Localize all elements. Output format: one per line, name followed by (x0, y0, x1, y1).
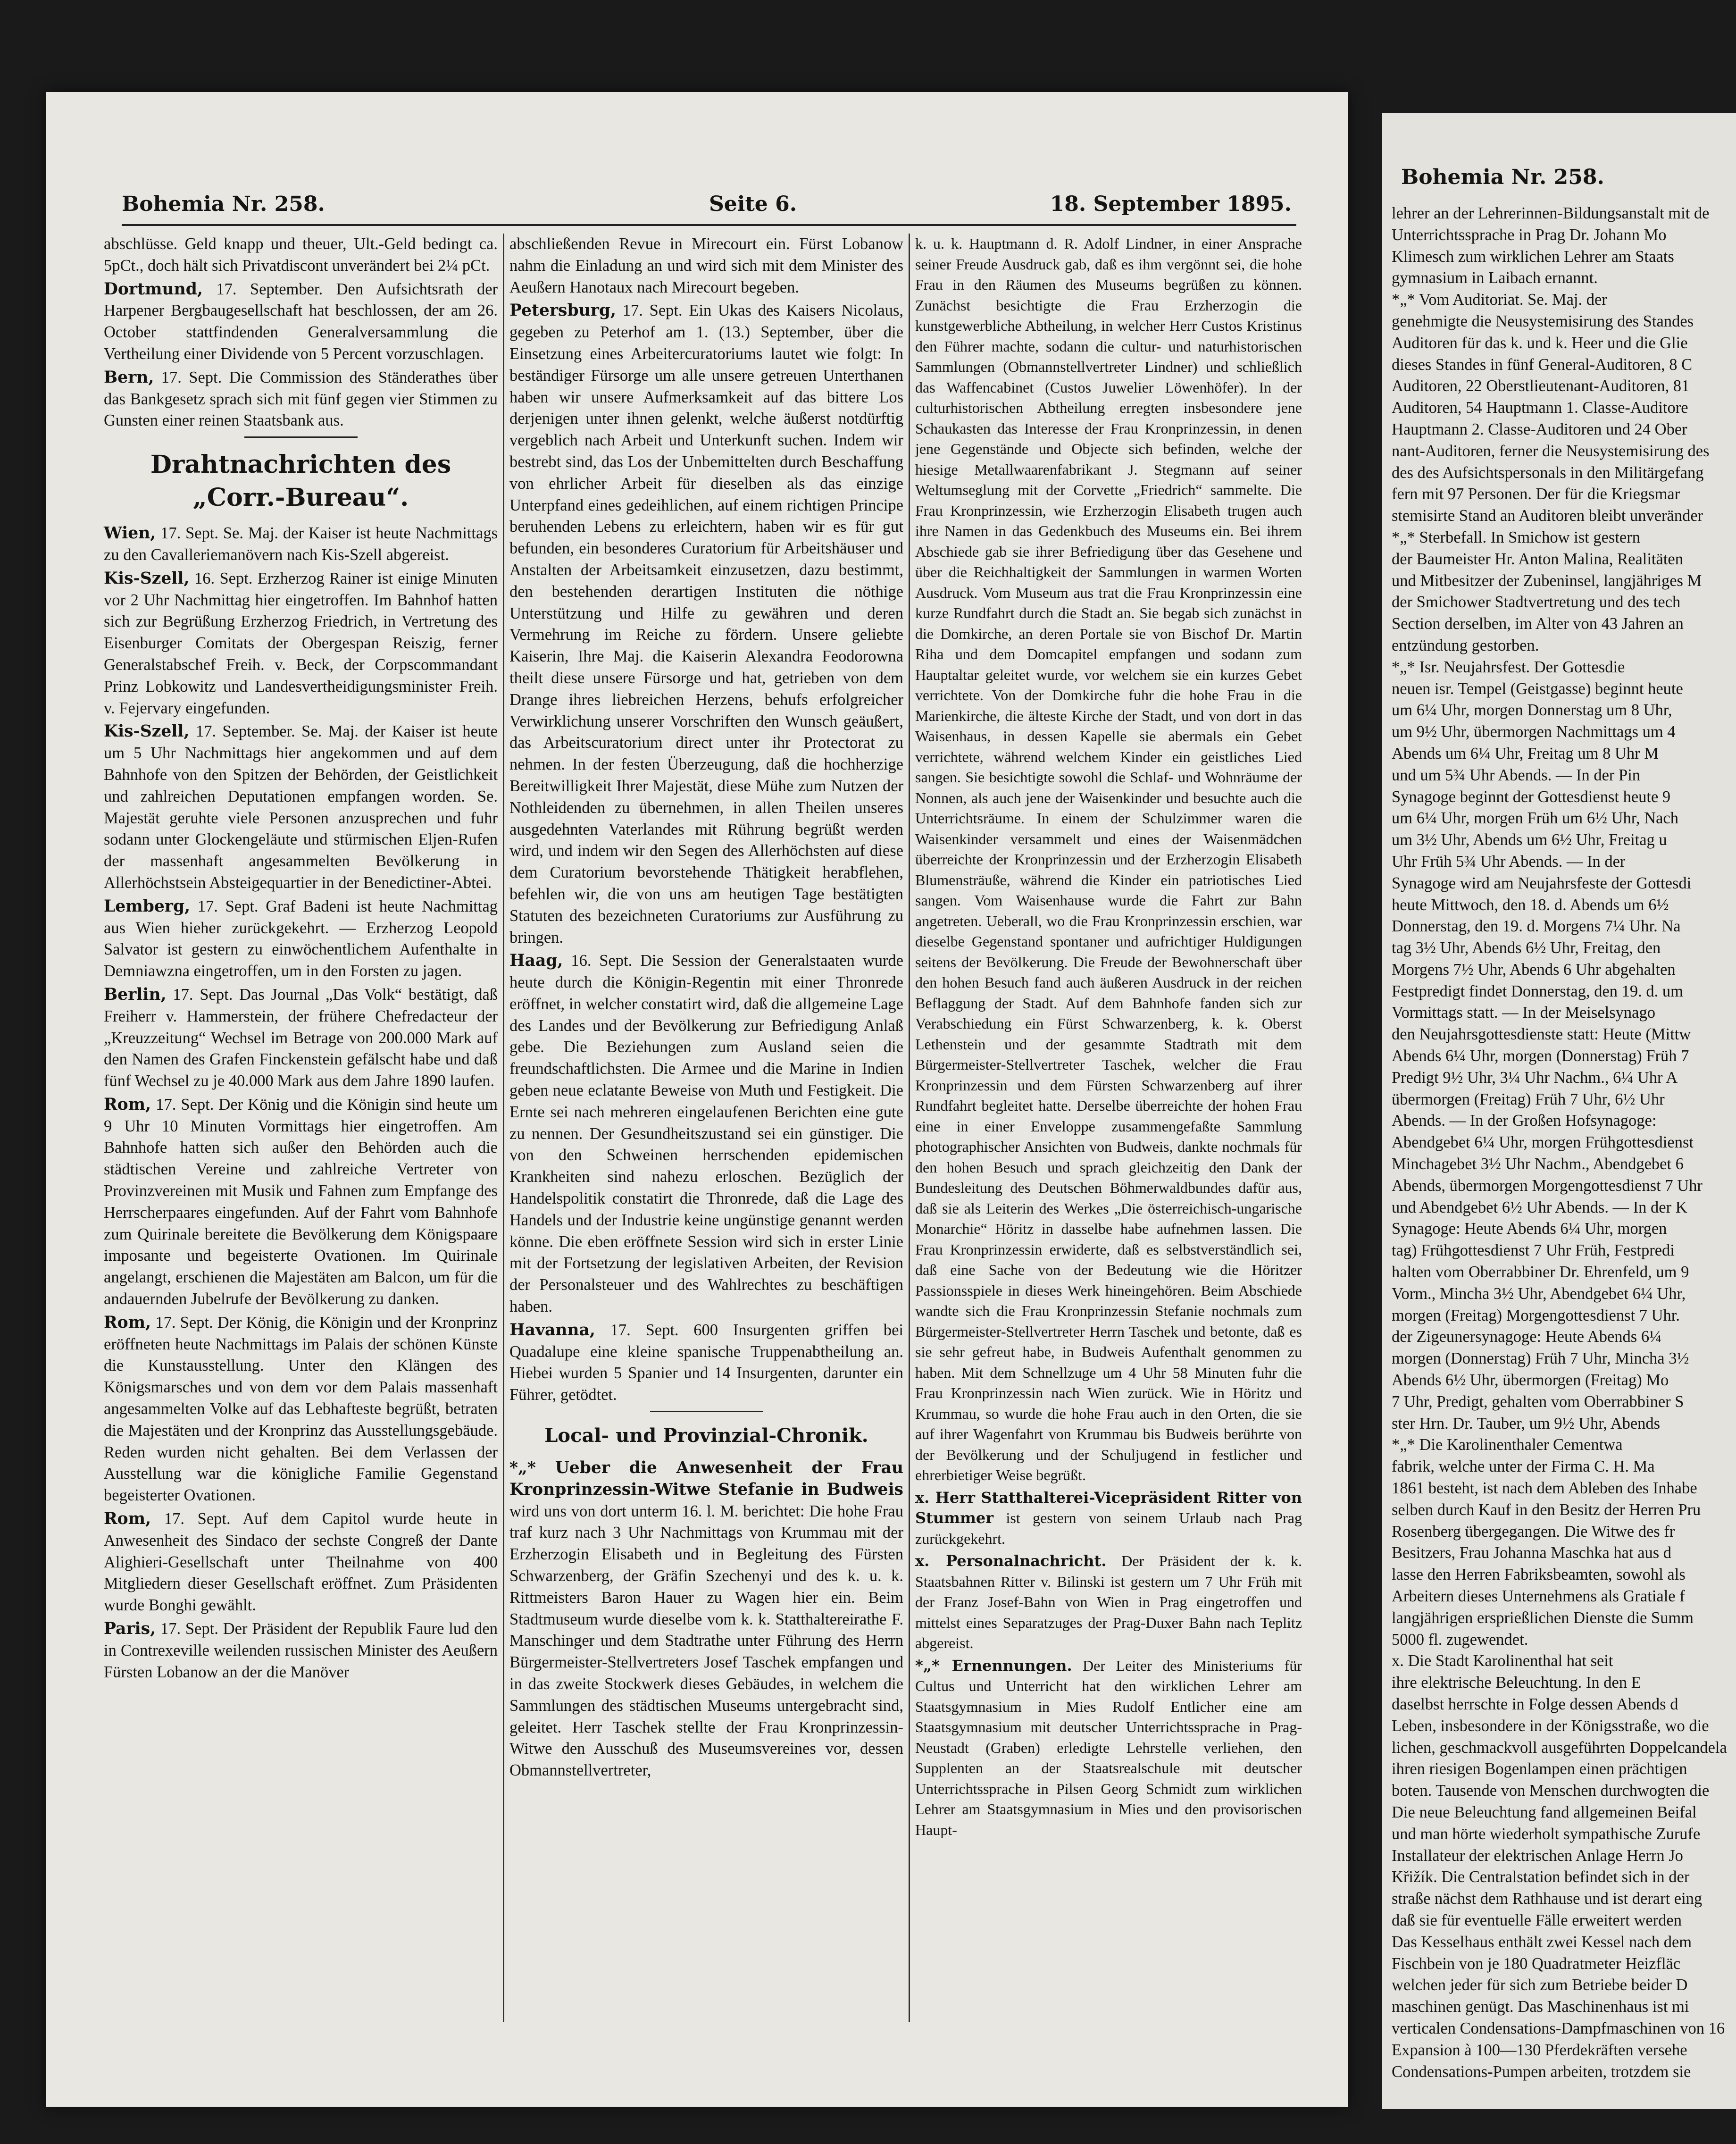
text-line: Vormittags statt. — In der Meiselsynago (1392, 1004, 1655, 1022)
text-line: halten vom Oberrabbiner Dr. Ehrenfeld, um 9 (1392, 1263, 1689, 1281)
next-page-header: Bohemia Nr. 258. (1401, 165, 1604, 189)
text-line: Hauptmann 2. Classe-Auditoren und 24 Ober (1392, 420, 1687, 438)
text-line: *„* Sterbefall. In Smichow ist gestern (1392, 528, 1640, 546)
text-line: lasse den Herren Fabriksbeamten, sowohl als (1392, 1566, 1686, 1584)
text-line: ihren riesigen Bogenlampen einen prächtigen (1392, 1760, 1687, 1778)
text-line: entzündung gestorben. (1392, 636, 1539, 654)
text-line: 7 Uhr, Predigt, gehalten vom Oberrabbiner S (1392, 1392, 1684, 1411)
text-line: Abends. — In der Großen Hofsynagoge: (1392, 1112, 1657, 1130)
next-page-column (1392, 203, 1727, 2081)
text-line: Auditoren, 54 Hauptmann 1. Classe-Auditore (1392, 399, 1688, 417)
header-date: 18. September 1895. (1050, 192, 1292, 216)
section-heading: Drahtnachrichten des „Corr.-Bureau“. (150, 450, 451, 512)
text-line: Section derselben, im Alter von 43 Jahren an (1392, 615, 1684, 633)
text-line: tag) Frühgottesdienst 7 Uhr Früh, Festpredi (1392, 1241, 1675, 1260)
text-line: und Abendgebet 6½ Uhr Abends. — In der K (1392, 1198, 1687, 1216)
text-line: daselbst herrschte in Folge dessen Abends d (1392, 1695, 1678, 1713)
dateline: Haag, (509, 951, 563, 971)
text-line: neuen isr. Tempel (Geistgasse) beginnt heute (1392, 679, 1683, 698)
dateline: Dortmund, (104, 279, 203, 299)
text-line: verticalen Condensations-Dampfmaschinen von 16 (1392, 2019, 1725, 2037)
text-line: Klimesch zum wirklichen Lehrer am Staats (1392, 247, 1674, 266)
column-1 (104, 234, 498, 2022)
dateline: Havanna, (509, 1320, 595, 1340)
dateline: Rom, (104, 1313, 151, 1332)
article-paragraph: Kis-Szell, 17. September. Se. Maj. der Kaiser ist heute um 5 Uhr Nachmittags hier angekommen und auf dem Bahnhofe von den Spitzen der Behörden, der Geistlichkeit und zahlreichen Deputationen empfangen worden. Se. Majestät geruhte viele Personen anzusprechen und fuhr sodann unter Glockengeläute und stürmischen Eljen-Rufen der massenhaft angesammelten Bevölkerung in Allerhöchstsein Absteigequartier in der Benedictiner-Abtei. (104, 722, 498, 892)
article-paragraph: *„* Ueber die Anwesenheit der Frau Kronprinzessin-Witwe Stefanie in Budweis wird uns von dort unterm 16. l. M. berichtet: Die hohe Frau traf kurz nach 3 Uhr Nachmittags von Krummau mit der Erzherzogin Elisabeth und in Begleitung des Fürsten Schwarzenberg, der Gräfin Szechenyi und des k. u. k. Rittmeisters Baron Hauer zu Wagen hier ein. Beim Stadtmuseum wurde dieselbe vom k. k. Statthaltereirathe F. Manschinger und dem Stadtrathe unter Führung des Herrn Bürgermeister-Stellvertreters Josef Taschek empfangen und in das zweite Stockwerk dieses Gebäudes, in welchem die Sammlungen des städtischen Museums untergebracht sind, geleitet. Herr Taschek stellte der Frau Kronprinzessin-Witwe den Ausschuß des Museumsvereines vor, dessen Obmannstellvertreter, (509, 1458, 903, 1780)
column-divider (909, 234, 910, 2022)
text-line: Auditoren für das k. und k. Heer und die Glie (1392, 334, 1688, 352)
dateline: Petersburg, (509, 301, 616, 320)
text-line: Uhr Früh 5¾ Uhr Abends. — In der (1392, 852, 1626, 871)
dateline: Paris, (104, 1619, 156, 1639)
section-divider (650, 1411, 763, 1412)
text-line: den Neujahrsgottesdienste statt: Heute (Mittw (1392, 1025, 1691, 1044)
text-line: Rosenberg übergegangen. Die Witwe des fr (1392, 1522, 1675, 1541)
text-line: Vorm., Mincha 3½ Uhr, Abendgebet 6¼ Uhr, (1392, 1284, 1686, 1303)
newspaper-page (46, 92, 1348, 2107)
text-line: Abends 6½ Uhr, übermorgen (Freitag) Mo (1392, 1371, 1669, 1390)
article-paragraph: Wien, 17. Sept. Se. Maj. der Kaiser ist heute Nachmittags zu den Cavalleriemanövern nach Kis-Szell abgereist. (104, 524, 498, 564)
article-paragraph: Kis-Szell, 16. Sept. Erzherzog Rainer ist einige Minuten vor 2 Uhr Nachmittag hier eingetroffen. Im Bahnhof hatten sich zur Begrüßung Erzherzog Friedrich, in Vertretung des Eisenburger Comitats der Obergespan Reiszig, ferner Generalstabschef Freih. v. Beck, der Corpscommandant Prinz Lobkowitz und Landesvertheidigungsminister Freih. v. Fejervary eingefunden. (104, 569, 498, 717)
text-line: Fischbein von je 180 Quadratmeter Heizfläc (1392, 1954, 1681, 1973)
text-line: *„* Isr. Neujahrsfest. Der Gottesdie (1392, 658, 1625, 676)
text-line: stemisirte Stand an Auditoren bleibt unveränder (1392, 507, 1703, 525)
column-2 (509, 234, 903, 2022)
dateline: x. Herr Statthalterei-Vicepräsident Ritter von Stummer (915, 1488, 1302, 1527)
text-line: selben durch Kauf in den Besitz der Herren Pru (1392, 1500, 1701, 1519)
text-line: des des Aufsichtspersonals in den Militärgefang (1392, 463, 1704, 482)
text-line: und Mitbesitzer der Zubeninsel, langjähriges M (1392, 571, 1702, 590)
text-line: Abends um 6¼ Uhr, Freitag um 8 Uhr M (1392, 744, 1659, 762)
header-page-number: Seite 6. (709, 192, 797, 216)
text-line: um 3½ Uhr, Abends um 6½ Uhr, Freitag u (1392, 831, 1667, 849)
dateline: Kis-Szell, (104, 569, 190, 588)
text-line: Unterrichtssprache in Prag Dr. Johann Mo (1392, 226, 1667, 244)
text-line: der Smichower Stadtvertretung und des tech (1392, 593, 1681, 611)
header-rule (122, 224, 1296, 226)
text-line: Abends, übermorgen Morgengottesdienst 7 Uhr (1392, 1176, 1703, 1195)
dateline: *„* Ernennungen. (915, 1656, 1072, 1675)
text-line: ster Hrn. Dr. Tauber, um 9½ Uhr, Abends (1392, 1414, 1661, 1432)
text-line: daß sie für eventuelle Fälle erweitert werden (1392, 1911, 1682, 1929)
article-paragraph: Rom, 17. Sept. Der König und die Königin sind heute um 9 Uhr 10 Minuten Vormittags hier eingetroffen. Am Bahnhofe hatten sich außer den Behörden auch die städtischen Vereine und zahlreiche Vertreter von Provinzvereinen mit Musik und Fahnen zum Empfange des Herrscherpaares eingefunden. Auf der Fahrt vom Bahnhofe zum Quirinale bereitete die Bevölkerung dem Königspaare imposante und begeisterte Ovationen. Im Quirinale angelangt, erschienen die Majestäten am Balcon, um für die andauernden Jubelrufe der Bevölkerung zu danken. (104, 1095, 498, 1308)
dateline: Bern, (104, 368, 154, 387)
article-paragraph: Dortmund, 17. September. Den Aufsichtsrath der Harpener Bergbaugesellschaft hat beschlossen, der am 26. October stattfindenden Generalversammlung die Vertheilung einer Dividende von 5 Percent vorzuschlagen. (104, 279, 498, 363)
article-paragraph: *„* Ernennungen. Der Leiter des Ministeriums für Cultus und Unterricht hat den wirklichen Lehrer am Staatsgymnasium in Mies Rudolf Entlicher eine am Staatsgymnasium mit deutscher Unterrichtssprache in Prag-Neustadt (Graben) erledigte Lehrstelle verliehen, den Supplenten an der Staatsrealschule mit deutscher Unterrichtssprache in Pilsen Georg Schmidt zum wirklichen Lehrer am Staatsgymnasium in Mies und den provisorischen Haupt- (915, 1656, 1302, 1838)
column-3 (915, 234, 1302, 2022)
dateline: Rom, (104, 1095, 151, 1114)
text-line: Křižík. Die Centralstation befindet sich in der (1392, 1868, 1690, 1886)
dateline: Berlin, (104, 985, 167, 1004)
next-page-partial (1382, 113, 1736, 2109)
text-line: fabrik, welche unter der Firma C. H. Ma (1392, 1457, 1655, 1476)
text-line: um 6¼ Uhr, morgen Donnerstag um 8 Uhr, (1392, 701, 1672, 720)
text-line: Minchagebet 3½ Uhr Nachm., Abendgebet 6 (1392, 1155, 1684, 1173)
article-paragraph: x. Personalnachricht. Der Präsident der k. k. Staatsbahnen Ritter v. Bilinski ist gestern um 7 Uhr Früh mit der Franz Josef-Bahn von Wien in Prag eingetroffen und mittelst eines Separatzuges der Prag-Duxer Bahn nach Teplitz abgereist. (915, 1552, 1302, 1651)
text-line: Expansion à 100—130 Pferdekräften versehe (1392, 2041, 1687, 2059)
text-line: ihre elektrische Beleuchtung. In den E (1392, 1674, 1641, 1692)
text-line: langjährigen ersprießlichen Dienste die Summ (1392, 1608, 1694, 1627)
text-line: Die neue Beleuchtung fand allgemeinen Beifal (1392, 1803, 1697, 1821)
text-line: und um 5¾ Uhr Abends. — In der Pin (1392, 766, 1641, 784)
text-line: um 9½ Uhr, übermorgen Nachmittags um 4 (1392, 723, 1676, 741)
text-line: übermorgen (Freitag) Früh 7 Uhr, 6½ Uhr (1392, 1090, 1665, 1108)
dateline: *„* Ueber die Anwesenheit der Frau Kronprinzessin-Witwe Stefanie in Budweis (509, 1458, 903, 1499)
text-line: Arbeitern dieses Unternehmens als Gratiale f (1392, 1587, 1685, 1605)
text-line: lehrer an der Lehrerinnen-Bildungsanstalt mit de (1392, 204, 1710, 222)
dateline: x. Personalnachricht. (915, 1552, 1107, 1570)
text-line: Donnerstag, den 19. d. Morgens 7¼ Uhr. Na (1392, 917, 1681, 936)
text-line: der Baumeister Hr. Anton Malina, Realitäten (1392, 550, 1683, 568)
section-heading: Local- und Provinzial-Chronik. (544, 1424, 868, 1447)
text-line: dieses Standes in fünf General-Auditoren, 8 C (1392, 355, 1693, 374)
article-paragraph: Haag, 16. Sept. Die Session der Generalstaaten wurde heute durch die Königin-Regentin mit einer Thronrede eröffnet, in welcher constatirt wird, daß die allgemeine Lage des Landes und der Bevölkerung zur Befriedigung Anlaß gebe. Die Beziehungen zum Ausland seien die freundschaftlichsten. Die Armee und die Marine in Indien geben neue eclatante Beweise von Muth und Festigkeit. Die Ernte sei nach mehreren eingelaufenen Berichten eine gute zu nennen. Der Gesundheitszustand sei ein günstiger. Die von den Schweinen herrschenden epidemischen Krankheiten sind nahezu erloschen. Bezüglich der Handelspolitik constatirt die Thronrede, daß die Lage des Handels und der Industrie keine ungünstige genannt werden könne. Die eben eröffnete Session wird sich in erster Linie mit der Fortsetzung der legislativen Arbeiten, der Revision der Personalsteuer und des Wahlrechtes zu beschäftigen haben. (509, 951, 903, 1316)
article-paragraph: Petersburg, 17. Sept. Ein Ukas des Kaisers Nicolaus, gegeben zu Peterhof am 1. (13.) September, über die Einsetzung eines Arbeitercuratoriums lautet wie folgt: In beständiger Fürsorge um alle unsere getreuen Unterthanen haben wir unsere Aufmerksamkeit auf das bittere Los derjenigen unter ihnen gelenkt, welche äußerst notdürftig vergeblich nach Arbeit und Unterkunft suchen. Indem wir bestrebt sind, das Los der Unbemittelten durch Beschaffung von ehrlicher Arbeit für dieselben als das einzige Unterpfand eines gedeihlichen, auf einem richtigen Principe beruhenden Lebens zu erleichtern, haben wir es für gut befunden, ein besonderes Curatorium für Arbeitshäuser und Anstalten der Arbeitsamkeit einzusetzen, dazu bestimmt, den bestehenden derartigen Instituten die nöthige Unterstützung und Hilfe zu gewähren und deren Vermehrung im Reiche zu fördern. Unsere geliebte Kaiserin, Ihre Maj. die Kaiserin Alexandra Feodorowna theilt diese unsere Fürsorge und hat, getrieben von dem Drange ihres liebreichen Herzens, behufs erfolgreicher Verwirklichung unserer Vorschriften den Wunsch geäußert, das Arbeitscuratorium direct unter ihr Protectorat zu nehmen. In der festen Überzeugung, daß die hochherzige Bereitwilligkeit Ihrer Majestät, diese Mühe zum Nutzen der Nothleidenden zu übernehmen, in allen Theilen unseres ausgedehnten Vaterlandes mit Rührung begrüßt werden wird, und indem wir den Segen des Allerhöchsten auf diese dem Curatorium bevorstehende Thätigkeit herabflehen, befehlen wir, die von uns am heutigen Tage bestätigten Statuten des bezeichneten Curatoriums zur Ausführung zu bringen. (509, 301, 903, 946)
text-line: gymnasium in Laibach ernannt. (1392, 269, 1598, 287)
article-paragraph: abschließenden Revue in Mirecourt ein. Fürst Lobanow nahm die Einladung an und wird sich mit dem Minister des Aeußern Hanotaux nach Mirecourt begeben. (509, 235, 903, 296)
text-line: straße nächst dem Rathhause und ist derart eing (1392, 1890, 1703, 1908)
column-divider (503, 234, 504, 2022)
text-line: Leben, insbesondere in der Königsstraße, wo die (1392, 1717, 1709, 1735)
text-line: heute Mittwoch, den 18. d. Abends um 6½ (1392, 896, 1669, 914)
text-line: Synagoge beginnt der Gottesdienst heute 9 (1392, 787, 1671, 806)
text-line: Festpredigt findet Donnerstag, den 19. d. um (1392, 982, 1684, 1000)
text-line: Installateur der elektrischen Anlage Herrn Jo (1392, 1846, 1683, 1865)
text-line: Predigt 9½ Uhr, 3¼ Uhr Nachm., 6¼ Uhr A (1392, 1068, 1678, 1087)
article-paragraph: Berlin, 17. Sept. Das Journal „Das Volk“ bestätigt, daß Freiherr v. Hammerstein, der frühere Chefredacteur der „Kreuzzeitung“ Wechsel im Betrage von 200.000 Mark auf den Namen des Grafen Finckenstein gefälscht habe und daß fünf Wechsel zu je 40.000 Mark aus dem Jahre 1890 laufen. (104, 985, 498, 1090)
article-paragraph: abschlüsse. Geld knapp und theuer, Ult.-Geld bedingt ca. 5pCt., doch hält sich Privatdiscont unverändert bei 2¼ pCt. (104, 235, 498, 275)
text-line: Besitzers, Frau Johanna Maschka hat aus d (1392, 1544, 1672, 1562)
dateline: Wien, (104, 524, 156, 543)
text-line: nant-Auditoren, ferner die Neusystemisirung des (1392, 442, 1710, 460)
text-line: maschinen genügt. Das Maschinenhaus ist mi (1392, 1998, 1689, 2016)
text-line: Synagoge wird am Neujahrsfeste der Gottesdi (1392, 874, 1692, 892)
text-line: Abendgebet 6¼ Uhr, morgen Frühgottesdienst (1392, 1133, 1694, 1152)
text-line: x. Die Stadt Karolinenthal hat seit (1392, 1652, 1613, 1670)
text-line: morgen (Freitag) Morgengottesdienst 7 Uhr. (1392, 1306, 1680, 1324)
dateline: Lemberg, (104, 896, 191, 916)
text-line: boten. Tausende von Menschen durchwogten die (1392, 1782, 1710, 1800)
text-line: *„* Vom Auditoriat. Se. Maj. der (1392, 291, 1607, 309)
text-line: morgen (Donnerstag) Früh 7 Uhr, Mincha 3½ (1392, 1349, 1689, 1368)
article-paragraph: Havanna, 17. Sept. 600 Insurgenten griffen bei Quadalupe eine kleine spanische Truppenabtheilung an. Hiebei wurden 5 Spanier und 14 Insurgenten, darunter ein Führer, getödtet. (509, 1320, 904, 1404)
page-header (122, 183, 1292, 225)
text-line: Morgens 7½ Uhr, Abends 6 Uhr abgehalten (1392, 960, 1676, 979)
text-line: welchen jeder für sich zum Betriebe beider D (1392, 1976, 1688, 1994)
header-masthead: Bohemia Nr. 258. (122, 192, 325, 216)
article-paragraph: Paris, 17. Sept. Der Präsident der Republik Faure lud den in Contrexeville weilenden russischen Minister des Aeußern Fürsten Lobanow an der die Manöver (104, 1619, 498, 1681)
text-line: der Zigeunersynagoge: Heute Abends 6¼ (1392, 1328, 1661, 1346)
text-line: *„* Die Karolinenthaler Cementwa (1392, 1436, 1623, 1454)
dateline: Rom, (104, 1509, 151, 1529)
article-paragraph: k. u. k. Hauptmann d. R. Adolf Lindner, in einer Ansprache seiner Freude Ausdruck gab, daß es ihm vergönnt sei, die hohe Frau in den Räumen des Museums begrüßen zu können. Zunächst besichtigte die Frau Erzherzogin die kunstgewerbliche Abtheilung, in welcher Herr Custos Kristinus den Führer machte, sodann die cultur- und naturhistorischen Sammlungen (Obmannstellvertreter Lindner) und schließlich das Waffencabinet (Custos Juwelier Löwenhöfer). In der culturhistorischen Abtheilung erregten insbesondere jene Schaukasten das Interesse der Frau Kronprinzessin, in denen jene Gegenstände und Objecte sich befinden, welche der hiesige Metallwaarenfabrikant J. Stegmann auf seiner Weltumseglung mit der Corvette „Friedrich“ sammelte. Die Frau Kronprinzessin, wie Erzherzogin Elisabeth trugen auch ihre Namen in das Gedenkbuch des Museums ein. Bei ihrem Abschiede gab sie ihrer Befriedigung über das Gesehene und über die Reichhaltigkeit der Sammlungen in warmen Worten Ausdruck. Vom Museum aus trat die Frau Kronprinzessin eine kurze Rundfahrt durch die Stadt an. Sie begab sich zunächst in die Domkirche, an deren Portale sie von Bischof Dr. Martin Riha und dem Domcapitel empfangen und sodann zum Hauptaltar geleitet wurde, vor welchem sie ein kurzes Gebet verrichtete. Von der Domkirche fuhr die hohe Frau in die Marienkirche, die älteste Kirche der Stadt, und von dort in das Waisenhaus, in dessen Kapelle sie abermals ein Gebet verrichtete, während welchem Kinder ein geistliches Lied sangen. Sie besichtigte sowohl die Schlaf- und Wohnräume der Nonnen, als auch jene der Waisenkinder und besuchte auch die Unterrichtsräume. In einem der Schulzimmer waren die Waisenkinder versammelt und eines der Waisenmädchen überreichte der Kronprinzessin und der Erzherzogin Elisabeth Blumensträuße, während die Kinder ein patriotisches Lied sangen. Vom Waisenhause wurde die Fahrt zur Bahn angetreten. Ueberall, wo die Frau Kronprinzessin erschien, war dieselbe Gegenstand spontaner und aufrichtiger Huldigungen seitens der Bevölkerung. Die Freude der Bewohnerschaft über den hohen Besuch fand auch äußeren Ausdruck in der reichen Beflaggung der Stadt. Auf dem Bahnhofe fanden sich zur Verabschiedung ein Fürst Schwarzenberg, k. k. Oberst Lethenstein und der gesammte Stadtrath mit dem Bürgermeister-Stellvertreter Taschek, welcher die Frau Kronprinzessin und dem Fürsten Schwarzenberg auf ihrer Rundfahrt begleitet hatte. Derselbe überreichte der hohen Frau eine in einer Enveloppe zusammengefaßte Sammlung photographischer Ansichten von Budweis, dankte nochmals für den hohen Besuch und sprach gleichzeitig den Dank der Bundesleitung des Deutschen Böhmerwaldbundes dafür aus, daß sie als Leiterin des Werkes „Die österreichisch-ungarische Monarchie“ Höritz in dasselbe habe aufnehmen lassen. Die Frau Kronprinzessin erwiderte, daß es selbstverständlich sei, daß eine Sache von der Bedeutung wie die Höritzer Passionsspiele in dieses Werk hineingehören. Beim Abschiede wandte sich die Frau Kronprinzessin Stefanie nochmals zum Bürgermeister-Stellvertreter Herrn Taschek und betonte, daß es sie sehr gefreut habe, in Budweis Aufenthalt genommen zu haben. Mit dem Schnellzuge um 4 Uhr 58 Minuten fuhr die Frau Kronprinzessin nach Wien zurück. Wie in Höritz und Krummau, so wurde die hohe Frau auch in den Orten, die sie auf ihrer Wagenfahrt von Krummau bis Budweis berührte von der Bevölkerung und der Schuljugend in festlicher und ehrerbietiger Weise begrüßt. (915, 235, 1302, 1483)
text-line: Abends 6¼ Uhr, morgen (Donnerstag) Früh 7 (1392, 1047, 1689, 1065)
text-line: 5000 fl. zugewendet. (1392, 1630, 1528, 1649)
article-paragraph: Lemberg, 17. Sept. Graf Badeni ist heute Nachmittag aus Wien hieher zurückgekehrt. — Erzherzog Leopold Salvator ist gestern zu einwöchentlichem Aufenthalte in Demniawzna eingetroffen, um in den Forsten zu jagen. (104, 896, 498, 980)
text-line: und man hörte wiederholt sympathische Zurufe (1392, 1825, 1701, 1843)
text-line: Synagoge: Heute Abends 6¼ Uhr, morgen (1392, 1220, 1667, 1238)
article-paragraph: Rom, 17. Sept. Auf dem Capitol wurde heute in Anwesenheit des Sindaco der sechste Congreß der Dante Alighieri-Gesellschaft unter Theilnahme von 400 Mitgliedern dieser Gesellschaft eröffnet. Zum Präsidenten wurde Bonghi gewählt. (104, 1509, 498, 1615)
article-paragraph: Rom, 17. Sept. Der König, die Königin und der Kronprinz eröffneten heute Nachmittags im Palais der schönen Künste die Kunstausstellung. Unter den Klängen des Königsmarsches und von dem vor dem Palais massenhaft angesammelten Volke auf das Lebhafteste begrüßt, betraten die Majestäten und der Kronprinz das Ausstellungsgebäude. Reden wurden nicht gehalten. Bei dem Verlassen der Ausstellung war die königliche Familie Gegenstand begeisterter Ovationen. (104, 1313, 498, 1505)
article-paragraph: x. Herr Statthalterei-Vicepräsident Ritter von Stummer ist gestern von seinem Urlaub nach Prag zurückgekehrt. (915, 1488, 1302, 1547)
text-line: 1861 besteht, ist nach dem Ableben des Inhabe (1392, 1479, 1697, 1498)
text-line: um 6¼ Uhr, morgen Früh um 6½ Uhr, Nach (1392, 809, 1678, 828)
text-line: Condensations-Pumpen arbeiten, trotzdem sie (1392, 2062, 1691, 2081)
text-line: Das Kesselhaus enthält zwei Kessel nach dem (1392, 1933, 1692, 1951)
text-line: genehmigte die Neusystemisirung des Standes (1392, 312, 1694, 330)
text-line: Auditoren, 22 Oberstlieutenant-Auditoren, 81 (1392, 377, 1690, 395)
text-line: fern mit 97 Personen. Der für die Kriegsmar (1392, 485, 1680, 503)
text-line: lichen, geschmackvoll ausgeführten Doppelcandela (1392, 1738, 1727, 1757)
dateline: Kis-Szell, (104, 722, 190, 741)
text-line: tag 3½ Uhr, Abends 6½ Uhr, Freitag, den (1392, 939, 1661, 957)
section-divider (244, 436, 358, 438)
article-paragraph: Bern, 17. Sept. Die Commission des Ständerathes über das Bankgesetz sprach sich mit fünf gegen vier Stimmen zu Gunsten einer reinen Staatsbank aus. (104, 368, 498, 430)
